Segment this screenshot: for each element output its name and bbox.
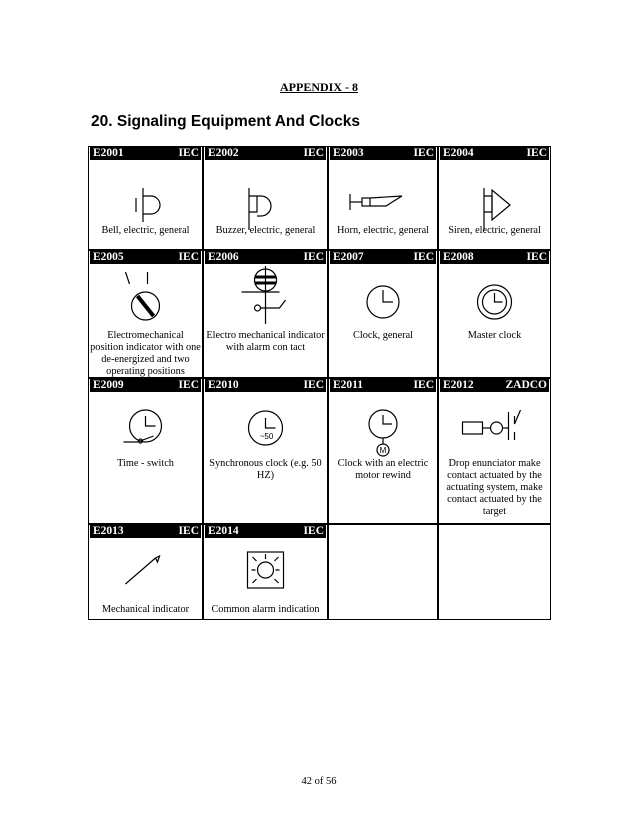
symbol-caption: Siren, electric, general <box>448 225 541 236</box>
page-number: 42 of 56 <box>301 776 337 787</box>
standard-label: IEC <box>178 525 199 537</box>
cell-header <box>90 146 201 160</box>
symbol-cell-e2013 <box>88 524 203 620</box>
standard-label: IEC <box>303 147 324 159</box>
symbol-cell-e2010 <box>203 378 328 524</box>
symbol-cell-e2009 <box>88 378 203 524</box>
motor-clock-icon <box>328 392 438 468</box>
cell-header <box>330 146 436 160</box>
alarm-indicator-icon <box>203 264 328 340</box>
symbol-cell-e2002 <box>203 146 328 250</box>
symbol-cell-e2004 <box>438 146 551 250</box>
symbol-cell-e2007 <box>328 250 438 378</box>
standard-label: ZADCO <box>505 379 547 391</box>
symbol-code: E2013 <box>93 525 124 537</box>
synchronous-clock-icon <box>203 392 328 468</box>
section-title: 20. Signaling Equipment And Clocks <box>91 113 360 130</box>
svg-text:~50: ~50 <box>259 432 274 441</box>
symbol-caption: Mechanical indicator <box>101 604 190 615</box>
symbol-code: E2009 <box>93 379 124 391</box>
cell-header <box>330 250 436 264</box>
cell-header <box>205 378 326 392</box>
symbol-caption: Bell, electric, general <box>101 225 190 236</box>
symbol-caption: Common alarm indication <box>211 604 320 615</box>
symbol-caption: Clock, general <box>352 330 414 341</box>
cell-header <box>90 250 201 264</box>
cell-header <box>205 524 326 538</box>
symbol-caption: Electro mechanical indicator with alarm con tact <box>206 330 325 353</box>
symbol-cell-e2006 <box>203 250 328 378</box>
master-clock-icon <box>438 264 551 340</box>
symbol-caption: Time - switch <box>117 458 174 469</box>
cell-header <box>205 250 326 264</box>
standard-label: IEC <box>413 379 434 391</box>
cell-header <box>440 250 549 264</box>
standard-label: IEC <box>303 251 324 263</box>
symbol-cell-e2003 <box>328 146 438 250</box>
symbol-code: E2005 <box>93 251 124 263</box>
symbol-code: E2008 <box>443 251 474 263</box>
symbol-code: E2002 <box>208 147 239 159</box>
symbol-caption: Clock with an electric motor rewind <box>337 458 429 481</box>
cell-header <box>330 378 436 392</box>
appendix-heading: APPENDIX - 8 <box>280 80 358 94</box>
symbol-caption: Synchronous clock (e.g. 50 HZ) <box>209 458 322 481</box>
cell-header <box>90 524 201 538</box>
symbol-caption: Master clock <box>467 330 522 341</box>
standard-label: IEC <box>526 251 547 263</box>
time-switch-icon <box>88 392 203 468</box>
symbol-caption: Horn, electric, general <box>336 225 430 236</box>
common-alarm-icon <box>203 538 328 614</box>
symbol-code: E2001 <box>93 147 124 159</box>
symbol-code: E2014 <box>208 525 239 537</box>
symbol-code: E2012 <box>443 379 474 391</box>
symbol-caption: Drop enunciator make contact actuated by the actuating system, make contact actuated by the target <box>446 458 543 517</box>
symbol-code: E2010 <box>208 379 239 391</box>
standard-label: IEC <box>413 147 434 159</box>
symbol-code: E2004 <box>443 147 474 159</box>
symbol-cell-e2014 <box>203 524 328 620</box>
standard-label: IEC <box>303 525 324 537</box>
symbol-cell-e2005 <box>88 250 203 378</box>
standard-label: IEC <box>303 379 324 391</box>
symbol-cell-e2011 <box>328 378 438 524</box>
position-indicator-icon <box>88 264 203 340</box>
symbol-cell-e2008 <box>438 250 551 378</box>
cell-header <box>90 378 201 392</box>
symbol-code: E2007 <box>333 251 364 263</box>
symbol-table <box>88 146 551 620</box>
cell-border <box>438 524 551 620</box>
symbol-cell-e2012 <box>438 378 551 524</box>
standard-label: IEC <box>413 251 434 263</box>
symbol-cell-e2001 <box>88 146 203 250</box>
mechanical-indicator-icon <box>88 538 203 614</box>
empty-cell <box>438 524 551 620</box>
empty-cell <box>328 524 438 620</box>
symbol-caption: Buzzer, electric, general <box>215 225 316 236</box>
drop-annunciator-icon <box>438 392 551 468</box>
symbol-code: E2011 <box>333 379 364 391</box>
cell-header <box>205 146 326 160</box>
cell-border <box>328 524 438 620</box>
standard-label: IEC <box>526 147 547 159</box>
cell-header <box>440 146 549 160</box>
standard-label: IEC <box>178 379 199 391</box>
cell-header <box>440 378 549 392</box>
svg-text:M: M <box>379 446 387 455</box>
standard-label: IEC <box>178 147 199 159</box>
standard-label: IEC <box>178 251 199 263</box>
symbol-code: E2003 <box>333 147 364 159</box>
symbol-code: E2006 <box>208 251 239 263</box>
symbol-caption: Electromechanical position indicator with one de-energized and two operating positions <box>90 330 201 377</box>
clock-icon <box>328 264 438 340</box>
